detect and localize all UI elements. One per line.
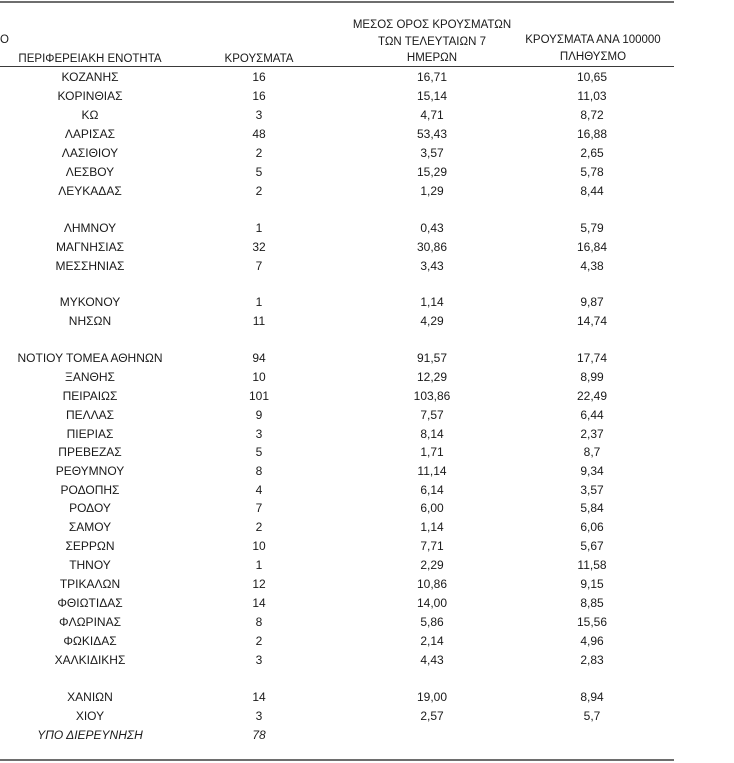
cell-region: ΛΑΡΙΣΑΣ <box>64 127 116 141</box>
cell-avg: 1,14 <box>420 295 444 309</box>
cell-per100k: 2,65 <box>580 146 604 160</box>
cell-cases: 48 <box>252 127 266 141</box>
cell-avg: 12,29 <box>416 370 448 384</box>
table-row <box>0 443 674 461</box>
cell-avg: 1,14 <box>420 520 444 534</box>
table-row <box>0 144 674 162</box>
table-row <box>0 368 674 386</box>
cell-avg: 3,43 <box>420 259 444 273</box>
cell-per100k: 3,57 <box>580 483 604 497</box>
cell-cases: 2 <box>255 520 263 534</box>
cell-cases: 1 <box>255 558 263 572</box>
cell-cases: 8 <box>255 464 263 478</box>
table-row <box>0 425 674 443</box>
table-top-rule <box>0 1 674 3</box>
header-rule <box>0 66 674 67</box>
cell-cases: 5 <box>255 445 263 459</box>
cell-cases: 11 <box>252 314 266 328</box>
table-row <box>0 349 674 367</box>
cell-per100k: 5,78 <box>580 165 604 179</box>
cell-avg: 1,71 <box>420 445 444 459</box>
cell-per100k: 10,65 <box>576 70 608 84</box>
cell-region: ΠΕΙΡΑΙΩΣ <box>62 389 118 403</box>
header-per100k-line2: ΠΛΗΘΥΣΜΟ <box>559 51 627 63</box>
cell-region: ΚΩ <box>81 108 99 122</box>
cell-cases: 10 <box>252 539 266 553</box>
cell-region: ΠΡΕΒΕΖΑΣ <box>58 445 122 459</box>
cell-avg: 15,29 <box>416 165 448 179</box>
table-row <box>0 163 674 181</box>
cell-region: ΜΑΓΝΗΣΙΑΣ <box>55 240 125 254</box>
cell-cases: 14 <box>252 596 266 610</box>
cell-region: ΦΩΚΙΔΑΣ <box>63 634 117 648</box>
cell-per100k: 16,84 <box>576 240 608 254</box>
cell-avg: 30,86 <box>416 240 448 254</box>
cell-cases: 94 <box>252 351 266 365</box>
table-row <box>0 594 674 612</box>
cell-cases: 3 <box>255 653 263 667</box>
table-row <box>0 182 674 200</box>
cell-per100k: 8,7 <box>583 445 601 459</box>
cell-avg: 53,43 <box>416 127 448 141</box>
cell-avg: 91,57 <box>416 351 448 365</box>
cell-per100k: 11,03 <box>577 89 607 103</box>
cell-region: ΤΗΝΟΥ <box>69 558 111 572</box>
header-avg-line2: ΤΩΝ ΤΕΛΕΥΤΑΙΩΝ 7 <box>378 36 486 48</box>
cell-cases: 14 <box>252 690 266 704</box>
header-stub: Ο <box>0 34 9 46</box>
cell-per100k: 8,85 <box>580 596 604 610</box>
cell-avg: 6,14 <box>420 483 444 497</box>
cell-per100k: 11,58 <box>577 558 607 572</box>
table-row <box>0 219 674 237</box>
cell-region: ΤΡΙΚΑΛΩΝ <box>59 577 121 591</box>
table-row <box>0 518 674 536</box>
table-row <box>0 556 674 574</box>
cell-avg: 4,43 <box>420 653 444 667</box>
cell-avg: 11,14 <box>417 464 447 478</box>
cell-region: ΣΑΜΟΥ <box>68 520 112 534</box>
cell-region: ΡΟΔΟΥ <box>69 501 111 515</box>
table-row <box>0 257 674 275</box>
table-row <box>0 537 674 555</box>
cell-cases: 3 <box>255 427 263 441</box>
header-avg-line1: ΜΕΣΟΣ ΟΡΟΣ ΚΡΟΥΣΜΑΤΩΝ <box>352 19 512 31</box>
cell-avg: 2,57 <box>420 709 444 723</box>
table-row <box>0 613 674 631</box>
cell-region: ΞΑΝΘΗΣ <box>65 370 115 384</box>
cell-region: ΦΛΩΡΙΝΑΣ <box>59 615 121 629</box>
cell-avg: 4,71 <box>420 108 444 122</box>
header-cases: ΚΡΟΥΣΜΑΤΑ <box>224 53 294 65</box>
cell-per100k: 14,74 <box>576 314 608 328</box>
table-row <box>0 68 674 86</box>
cell-per100k: 2,37 <box>580 427 604 441</box>
table-row <box>0 125 674 143</box>
cell-cases: 4 <box>255 483 263 497</box>
cell-per100k: 8,44 <box>580 184 604 198</box>
header-per100k-line1: ΚΡΟΥΣΜΑΤΑ ΑΝΑ 100000 <box>525 34 661 46</box>
table-row-under-investigation <box>0 726 674 744</box>
cell-avg: 8,14 <box>420 427 444 441</box>
table-row <box>0 87 674 105</box>
cell-region: ΛΗΜΝΟΥ <box>63 221 117 235</box>
cell-region: ΡΟΔΟΠΗΣ <box>60 483 120 497</box>
cell-region: ΛΕΥΚΑΔΑΣ <box>58 184 122 198</box>
cell-per100k: 2,83 <box>580 653 604 667</box>
cell-per100k: 4,38 <box>580 259 604 273</box>
table-row <box>0 632 674 650</box>
cell-region: ΜΥΚΟΝΟΥ <box>59 295 121 309</box>
cell-region: ΦΘΙΩΤΙΔΑΣ <box>57 596 123 610</box>
cell-per100k: 5,84 <box>580 501 604 515</box>
cell-avg: 15,14 <box>416 89 448 103</box>
cell-region: ΧΑΝΙΩΝ <box>67 690 113 704</box>
cell-avg: 7,71 <box>420 539 444 553</box>
header-avg-line3: ΗΜΕΡΩΝ <box>406 52 458 64</box>
cell-cases: 8 <box>255 615 263 629</box>
table-row <box>0 651 674 669</box>
cell-cases: 78 <box>252 728 266 742</box>
cell-per100k: 5,7 <box>583 709 601 723</box>
cell-per100k: 17,74 <box>576 351 608 365</box>
cell-avg: 5,86 <box>420 615 444 629</box>
cell-avg: 0,43 <box>420 221 444 235</box>
header-region: ΠΕΡΙΦΕΡΕΙΑΚΗ ΕΝΟΤΗΤΑ <box>18 53 162 65</box>
cell-region: ΜΕΣΣΗΝΙΑΣ <box>55 259 125 273</box>
cell-cases: 3 <box>255 709 263 723</box>
table-row <box>0 387 674 405</box>
cell-region: ΣΕΡΡΩΝ <box>65 539 115 553</box>
cell-avg: 4,29 <box>420 314 444 328</box>
table-row <box>0 106 674 124</box>
cell-cases: 101 <box>248 389 270 403</box>
cell-cases: 7 <box>255 501 263 515</box>
cell-per100k: 22,49 <box>576 389 608 403</box>
cell-cases: 32 <box>252 240 266 254</box>
cell-region: ΥΠΟ ΔΙΕΡΕΥΝΗΣΗ <box>37 728 143 742</box>
cell-cases: 2 <box>255 634 263 648</box>
cell-cases: 12 <box>252 577 266 591</box>
cell-region: ΚΟΡΙΝΘΙΑΣ <box>57 89 123 103</box>
cell-region: ΠΙΕΡΙΑΣ <box>66 427 114 441</box>
cell-cases: 16 <box>252 70 266 84</box>
cell-cases: 2 <box>255 184 263 198</box>
cell-per100k: 5,79 <box>580 221 604 235</box>
cell-avg: 16,71 <box>416 70 448 84</box>
table-row <box>0 312 674 330</box>
cell-cases: 1 <box>255 295 263 309</box>
cell-avg: 10,86 <box>416 577 448 591</box>
table-row <box>0 688 674 706</box>
cell-per100k: 9,15 <box>580 577 604 591</box>
table-row <box>0 293 674 311</box>
cell-cases: 10 <box>252 370 266 384</box>
cell-per100k: 15,56 <box>576 615 608 629</box>
cell-cases: 3 <box>255 108 263 122</box>
table-row <box>0 238 674 256</box>
table-row <box>0 499 674 517</box>
cell-region: ΝΗΣΩΝ <box>68 314 112 328</box>
cell-region: ΧΙΟΥ <box>75 709 105 723</box>
cell-cases: 2 <box>255 146 263 160</box>
cell-region: ΡΕΘΥΜΝΟΥ <box>55 464 125 478</box>
cell-cases: 1 <box>255 221 263 235</box>
cell-per100k: 8,99 <box>580 370 604 384</box>
cell-avg: 14,00 <box>416 596 448 610</box>
cell-per100k: 5,67 <box>580 539 604 553</box>
cell-avg: 7,57 <box>420 408 444 422</box>
cell-per100k: 6,06 <box>580 520 604 534</box>
table-row <box>0 406 674 424</box>
table-bottom-rule <box>0 759 674 761</box>
cell-per100k: 4,96 <box>580 634 604 648</box>
cell-avg: 3,57 <box>420 146 444 160</box>
cell-region: ΛΕΣΒΟΥ <box>65 165 115 179</box>
cell-cases: 9 <box>255 408 263 422</box>
cell-region: ΠΕΛΛΑΣ <box>65 408 115 422</box>
cell-avg: 19,00 <box>416 690 448 704</box>
table-row <box>0 707 674 725</box>
cell-cases: 5 <box>255 165 263 179</box>
cell-per100k: 8,94 <box>580 690 604 704</box>
cell-avg: 2,29 <box>420 558 444 572</box>
cell-per100k: 16,88 <box>576 127 608 141</box>
cell-per100k: 6,44 <box>580 408 604 422</box>
table-row <box>0 481 674 499</box>
cell-region: ΝΟΤΙΟΥ ΤΟΜΕΑ ΑΘΗΝΩΝ <box>17 351 163 365</box>
cell-avg: 1,29 <box>420 184 444 198</box>
cell-region: ΚΟΖΑΝΗΣ <box>61 70 119 84</box>
table-row <box>0 462 674 480</box>
cell-per100k: 9,34 <box>580 464 604 478</box>
cell-per100k: 9,87 <box>580 295 604 309</box>
cell-region: ΛΑΣΙΘΙΟΥ <box>61 146 119 160</box>
cell-avg: 2,14 <box>420 634 444 648</box>
cell-region: ΧΑΛΚΙΔΙΚΗΣ <box>54 653 126 667</box>
cell-avg: 103,86 <box>413 389 451 403</box>
table-row <box>0 575 674 593</box>
cell-per100k: 8,72 <box>580 108 604 122</box>
cell-cases: 7 <box>255 259 263 273</box>
cell-avg: 6,00 <box>420 501 444 515</box>
cell-cases: 16 <box>252 89 266 103</box>
